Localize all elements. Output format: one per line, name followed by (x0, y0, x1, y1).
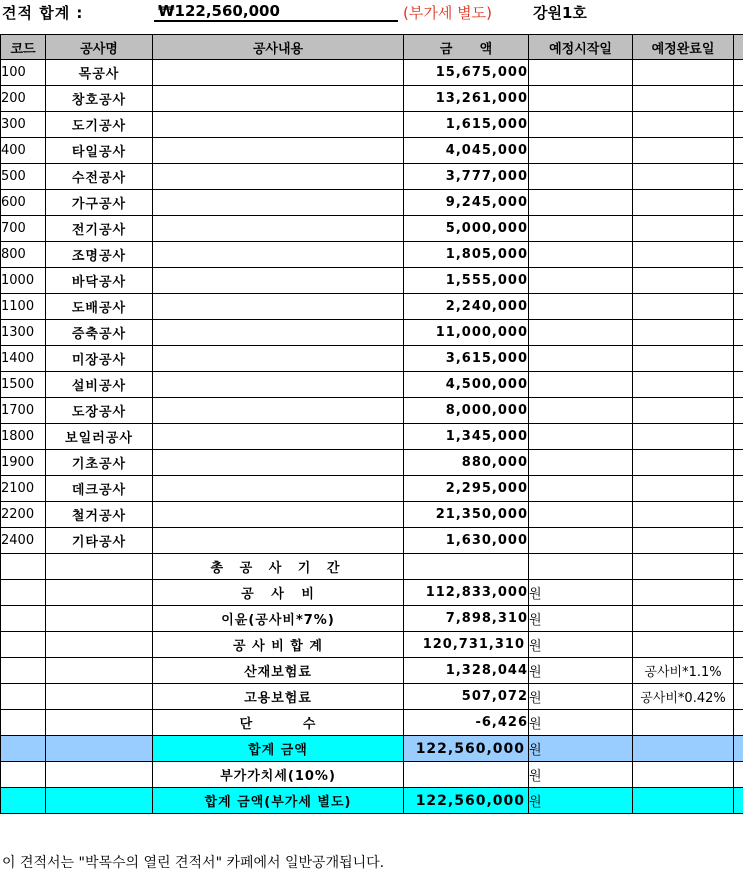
item-end-date[interactable] (633, 112, 734, 138)
item-description[interactable] (153, 86, 404, 112)
table-row (1, 216, 743, 242)
table-row (1, 502, 743, 528)
unit-label[interactable]: 원 (529, 710, 633, 736)
estimate-header (0, 0, 743, 24)
cell[interactable] (734, 294, 743, 320)
item-end-date[interactable] (633, 190, 734, 216)
table-row (1, 268, 743, 294)
summary-row-employment-insurance (1, 684, 743, 710)
cell[interactable] (1, 658, 46, 684)
item-start-date[interactable] (529, 528, 633, 554)
item-name[interactable]: 도배공사 (46, 294, 153, 320)
item-start-date[interactable] (529, 138, 633, 164)
site-name: 강원1호 (533, 2, 587, 23)
summary-row-total (1, 736, 743, 762)
table-row (1, 190, 743, 216)
unit-label[interactable]: 원 (529, 606, 633, 632)
unit-label[interactable]: 원 (529, 788, 633, 814)
item-description[interactable] (153, 164, 404, 190)
cell[interactable] (734, 762, 743, 788)
cell[interactable] (734, 60, 743, 86)
estimate-total-label: 견적 합계 : (2, 2, 83, 23)
cell[interactable] (734, 528, 743, 554)
item-description[interactable] (153, 112, 404, 138)
total-label[interactable]: 합계 금액 (153, 736, 404, 762)
cell[interactable] (734, 710, 743, 736)
item-end-date[interactable] (633, 268, 734, 294)
item-start-date[interactable] (529, 450, 633, 476)
table-row (1, 112, 743, 138)
table-row (1, 164, 743, 190)
vat-excluded-note: (부가세 별도) (403, 2, 492, 23)
item-amount[interactable]: 3,777,000 (404, 164, 529, 190)
item-code[interactable]: 2200 (1, 502, 46, 528)
summary-row-cost (1, 580, 743, 606)
item-amount[interactable]: 1,345,000 (404, 424, 529, 450)
cell[interactable] (734, 502, 743, 528)
vat-label[interactable]: 부가가치세(10%) (153, 762, 404, 788)
item-code[interactable]: 700 (1, 216, 46, 242)
item-description[interactable] (153, 216, 404, 242)
cell[interactable] (734, 658, 743, 684)
item-code[interactable]: 2400 (1, 528, 46, 554)
table-row (1, 450, 743, 476)
estimate-total-value: ₩122,560,000 (158, 2, 280, 20)
cell[interactable] (734, 424, 743, 450)
item-name[interactable]: 창호공사 (46, 86, 153, 112)
item-description[interactable] (153, 294, 404, 320)
col-header-description[interactable]: 공사내용 (153, 35, 404, 60)
item-amount[interactable]: 3,615,000 (404, 346, 529, 372)
col-header-end-date[interactable]: 예정완료일 (633, 35, 734, 60)
cell[interactable] (633, 606, 734, 632)
item-name[interactable]: 전기공사 (46, 216, 153, 242)
item-amount[interactable]: 9,245,000 (404, 190, 529, 216)
table-row (1, 346, 743, 372)
item-code[interactable]: 200 (1, 86, 46, 112)
item-amount[interactable]: 1,555,000 (404, 268, 529, 294)
item-start-date[interactable] (529, 372, 633, 398)
item-end-date[interactable] (633, 528, 734, 554)
item-end-date[interactable] (633, 502, 734, 528)
item-end-date[interactable] (633, 346, 734, 372)
item-amount[interactable]: 21,350,000 (404, 502, 529, 528)
unit-label[interactable]: 원 (529, 684, 633, 710)
table-row (1, 398, 743, 424)
item-amount[interactable]: 880,000 (404, 450, 529, 476)
cell[interactable] (1, 710, 46, 736)
item-code[interactable]: 1700 (1, 398, 46, 424)
cell[interactable] (1, 632, 46, 658)
summary-row-subtotal (1, 632, 743, 658)
summary-row-accident-insurance (1, 658, 743, 684)
profit-amount[interactable]: 7,898,310 (404, 606, 529, 632)
cell[interactable] (734, 320, 743, 346)
cell[interactable] (734, 606, 743, 632)
item-end-date[interactable] (633, 398, 734, 424)
profit-label[interactable]: 이윤(공사비*7%) (153, 606, 404, 632)
item-name[interactable]: 기타공사 (46, 528, 153, 554)
table-row (1, 294, 743, 320)
cell[interactable] (633, 710, 734, 736)
cell[interactable] (734, 242, 743, 268)
summary-row-period (1, 554, 743, 580)
item-name[interactable]: 조명공사 (46, 242, 153, 268)
item-description[interactable] (153, 346, 404, 372)
cell[interactable] (1, 606, 46, 632)
item-code[interactable]: 100 (1, 60, 46, 86)
item-end-date[interactable] (633, 60, 734, 86)
item-description[interactable] (153, 138, 404, 164)
rounding-amount[interactable]: -6,426 (404, 710, 529, 736)
item-name[interactable]: 수전공사 (46, 164, 153, 190)
cell[interactable] (46, 606, 153, 632)
item-code[interactable]: 800 (1, 242, 46, 268)
cell[interactable] (734, 450, 743, 476)
summary-row-profit (1, 606, 743, 632)
employment-insurance-label[interactable]: 고용보험료 (153, 684, 404, 710)
table-row (1, 476, 743, 502)
item-amount[interactable]: 15,675,000 (404, 60, 529, 86)
cell[interactable] (734, 554, 743, 580)
cell[interactable] (1, 788, 46, 814)
subtotal-label[interactable]: 공 사 비 합 계 (153, 632, 404, 658)
cell[interactable] (46, 580, 153, 606)
col-header-extra[interactable] (734, 35, 743, 60)
estimate-table (0, 34, 743, 814)
cell[interactable] (734, 164, 743, 190)
cell[interactable] (633, 632, 734, 658)
cell[interactable] (633, 762, 734, 788)
cell[interactable] (734, 112, 743, 138)
item-end-date[interactable] (633, 450, 734, 476)
table-row (1, 60, 743, 86)
item-end-date[interactable] (633, 476, 734, 502)
item-description[interactable] (153, 60, 404, 86)
cost-amount[interactable]: 112,833,000 (404, 580, 529, 606)
item-name[interactable]: 기초공사 (46, 450, 153, 476)
cell[interactable] (734, 216, 743, 242)
total-amount[interactable]: 122,560,000 (404, 736, 529, 762)
item-start-date[interactable] (529, 424, 633, 450)
item-start-date[interactable] (529, 476, 633, 502)
cell[interactable] (1, 736, 46, 762)
total-underline (154, 20, 398, 22)
item-name[interactable]: 도기공사 (46, 112, 153, 138)
item-amount[interactable]: 13,261,000 (404, 86, 529, 112)
cell[interactable] (46, 684, 153, 710)
item-name[interactable]: 미장공사 (46, 346, 153, 372)
col-header-amount[interactable]: 금 액 (404, 35, 529, 60)
item-code[interactable]: 1300 (1, 320, 46, 346)
footer-note: 이 견적서는 "박목수의 열린 견적서" 카페에서 일반공개됩니다. (2, 852, 384, 872)
summary-row-grand-total (1, 788, 743, 814)
item-amount[interactable]: 1,805,000 (404, 242, 529, 268)
unit-label[interactable]: 원 (529, 762, 633, 788)
item-start-date[interactable] (529, 294, 633, 320)
item-amount[interactable]: 1,615,000 (404, 112, 529, 138)
cell[interactable] (46, 710, 153, 736)
cell[interactable] (734, 372, 743, 398)
item-description[interactable] (153, 372, 404, 398)
item-start-date[interactable] (529, 268, 633, 294)
item-code[interactable]: 1900 (1, 450, 46, 476)
item-start-date[interactable] (529, 242, 633, 268)
item-name[interactable]: 타일공사 (46, 138, 153, 164)
cell[interactable] (734, 86, 743, 112)
cell[interactable] (734, 138, 743, 164)
table-row (1, 242, 743, 268)
item-name[interactable]: 데크공사 (46, 476, 153, 502)
item-description[interactable] (153, 398, 404, 424)
cell[interactable] (734, 580, 743, 606)
item-name[interactable]: 가구공사 (46, 190, 153, 216)
cell[interactable] (1, 684, 46, 710)
item-end-date[interactable] (633, 372, 734, 398)
item-start-date[interactable] (529, 346, 633, 372)
cost-label[interactable]: 공 사 비 (153, 580, 404, 606)
item-end-date[interactable] (633, 320, 734, 346)
table-header-row (1, 35, 743, 60)
cell[interactable] (734, 736, 743, 762)
cell[interactable] (1, 762, 46, 788)
subtotal-amount[interactable]: 120,731,310 (404, 632, 529, 658)
item-description[interactable] (153, 450, 404, 476)
item-start-date[interactable] (529, 216, 633, 242)
item-end-date[interactable] (633, 164, 734, 190)
cell[interactable] (633, 788, 734, 814)
accident-insurance-note[interactable]: 공사비*1.1% (633, 658, 734, 684)
item-code[interactable]: 1000 (1, 268, 46, 294)
cell[interactable] (46, 762, 153, 788)
item-start-date[interactable] (529, 112, 633, 138)
table-row (1, 86, 743, 112)
cell[interactable] (46, 632, 153, 658)
grand-total-label[interactable]: 합계 금액(부가세 별도) (153, 788, 404, 814)
item-start-date[interactable] (529, 60, 633, 86)
item-code[interactable]: 1400 (1, 346, 46, 372)
item-name[interactable]: 바닥공사 (46, 268, 153, 294)
cell[interactable] (633, 580, 734, 606)
cell[interactable] (46, 788, 153, 814)
item-amount[interactable]: 11,000,000 (404, 320, 529, 346)
item-end-date[interactable] (633, 424, 734, 450)
item-description[interactable] (153, 476, 404, 502)
cell[interactable] (46, 736, 153, 762)
table-row (1, 528, 743, 554)
item-amount[interactable]: 1,630,000 (404, 528, 529, 554)
item-start-date[interactable] (529, 164, 633, 190)
item-amount[interactable]: 2,240,000 (404, 294, 529, 320)
item-amount[interactable]: 4,500,000 (404, 372, 529, 398)
item-description[interactable] (153, 242, 404, 268)
item-code[interactable]: 2100 (1, 476, 46, 502)
item-start-date[interactable] (529, 398, 633, 424)
item-description[interactable] (153, 528, 404, 554)
cell[interactable] (734, 268, 743, 294)
table-row (1, 320, 743, 346)
item-end-date[interactable] (633, 216, 734, 242)
item-amount[interactable]: 4,045,000 (404, 138, 529, 164)
cell[interactable] (734, 398, 743, 424)
cell[interactable] (1, 554, 46, 580)
item-code[interactable]: 1500 (1, 372, 46, 398)
item-code[interactable]: 400 (1, 138, 46, 164)
cell[interactable] (46, 554, 153, 580)
item-start-date[interactable] (529, 86, 633, 112)
unit-label[interactable]: 원 (529, 580, 633, 606)
table-row (1, 372, 743, 398)
col-header-start-date[interactable]: 예정시작일 (529, 35, 633, 60)
item-description[interactable] (153, 320, 404, 346)
item-end-date[interactable] (633, 242, 734, 268)
employment-insurance-amount[interactable]: 507,072 (404, 684, 529, 710)
item-start-date[interactable] (529, 320, 633, 346)
item-description[interactable] (153, 268, 404, 294)
item-start-date[interactable] (529, 190, 633, 216)
item-code[interactable]: 1800 (1, 424, 46, 450)
cell[interactable] (734, 476, 743, 502)
item-code[interactable]: 600 (1, 190, 46, 216)
period-label[interactable]: 총 공 사 기 간 (153, 554, 404, 580)
item-name[interactable]: 도장공사 (46, 398, 153, 424)
cell[interactable] (529, 554, 633, 580)
item-name[interactable]: 증축공사 (46, 320, 153, 346)
cell[interactable] (46, 658, 153, 684)
col-header-code[interactable]: 코드 (1, 35, 46, 60)
item-amount[interactable]: 2,295,000 (404, 476, 529, 502)
item-code[interactable]: 500 (1, 164, 46, 190)
cell[interactable] (1, 580, 46, 606)
accident-insurance-label[interactable]: 산재보험료 (153, 658, 404, 684)
table-row (1, 138, 743, 164)
item-code[interactable]: 1100 (1, 294, 46, 320)
summary-row-rounding (1, 710, 743, 736)
item-description[interactable] (153, 190, 404, 216)
rounding-label[interactable]: 단 수 (153, 710, 404, 736)
cell[interactable] (633, 554, 734, 580)
summary-row-vat (1, 762, 743, 788)
item-name[interactable]: 철거공사 (46, 502, 153, 528)
cell[interactable] (734, 190, 743, 216)
unit-label[interactable]: 원 (529, 632, 633, 658)
item-start-date[interactable] (529, 502, 633, 528)
item-end-date[interactable] (633, 138, 734, 164)
employment-insurance-note[interactable]: 공사비*0.42% (633, 684, 734, 710)
item-description[interactable] (153, 424, 404, 450)
item-end-date[interactable] (633, 294, 734, 320)
item-name[interactable]: 목공사 (46, 60, 153, 86)
grand-total-amount[interactable]: 122,560,000 (404, 788, 529, 814)
vat-amount[interactable] (404, 762, 529, 788)
item-name[interactable]: 설비공사 (46, 372, 153, 398)
unit-label[interactable]: 원 (529, 658, 633, 684)
item-name[interactable]: 보일러공사 (46, 424, 153, 450)
unit-label[interactable]: 원 (529, 736, 633, 762)
cell[interactable] (734, 632, 743, 658)
cell[interactable] (633, 736, 734, 762)
cell[interactable] (734, 684, 743, 710)
table-row (1, 424, 743, 450)
cell[interactable] (734, 346, 743, 372)
item-description[interactable] (153, 502, 404, 528)
summary-rows (1, 554, 743, 814)
item-end-date[interactable] (633, 86, 734, 112)
item-amount[interactable]: 5,000,000 (404, 216, 529, 242)
item-amount[interactable]: 8,000,000 (404, 398, 529, 424)
item-code[interactable]: 300 (1, 112, 46, 138)
item-rows (1, 60, 743, 554)
cell[interactable] (734, 788, 743, 814)
cell[interactable] (404, 554, 529, 580)
accident-insurance-amount[interactable]: 1,328,044 (404, 658, 529, 684)
col-header-name[interactable]: 공사명 (46, 35, 153, 60)
